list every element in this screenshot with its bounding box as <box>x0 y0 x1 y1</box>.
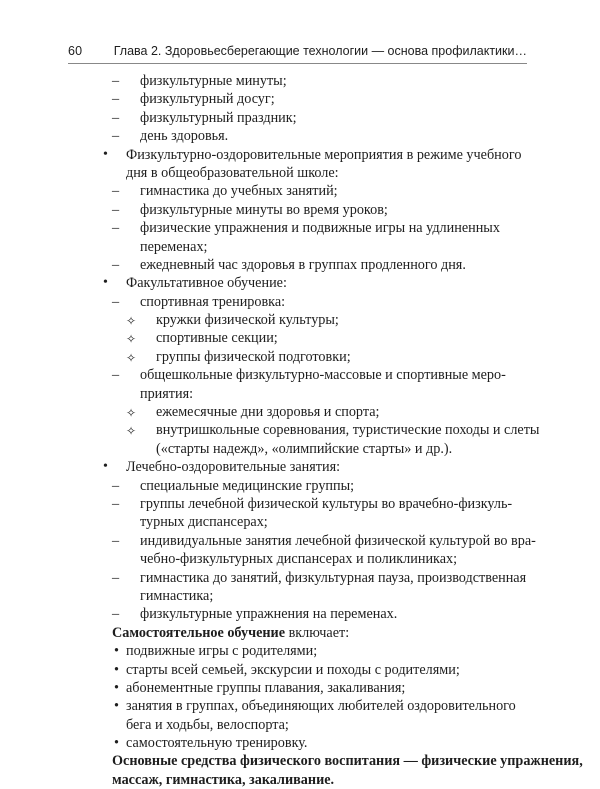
line-text: физкультурные упражнения на переменах. <box>140 606 398 623</box>
diamond-marker: ✧ <box>126 314 137 329</box>
line-text: занятия в группах, объединяющих любителей оздоровительного <box>126 698 516 715</box>
line-text: специальные медицинские группы; <box>140 477 355 494</box>
diamond-marker: ✧ <box>126 424 137 439</box>
line-text: ежедневный час здоровья в группах продленного дня. <box>140 256 466 273</box>
line-text: день здоровья. <box>140 128 229 145</box>
bullet-item <box>112 679 520 697</box>
list-item <box>112 201 520 219</box>
line-text: гимнастика до учебных занятий; <box>140 183 338 200</box>
list-item <box>112 605 520 623</box>
line-text: ежемесячные дни здоровья и спорта; <box>156 404 380 421</box>
dash-marker: – <box>112 109 120 126</box>
line-text: спортивные секции; <box>156 330 278 347</box>
line-text: физические упражнения и подвижные игры на удлиненных <box>140 220 500 237</box>
bullet-marker: • <box>103 275 108 291</box>
sub-list-item <box>112 421 540 439</box>
list-item <box>112 256 520 274</box>
line-text: подвижные игры с родителями; <box>126 643 318 660</box>
continuation-line <box>112 164 520 182</box>
list-item <box>112 109 520 127</box>
sub-list-item <box>112 311 520 329</box>
continuation-line <box>112 716 520 734</box>
lead-bold: Самостоятельное обучение <box>112 624 286 641</box>
line-text: кружки физической культуры; <box>156 312 339 329</box>
continuation-line <box>112 440 520 458</box>
line-text: турных диспансерах; <box>140 514 268 531</box>
bullet-item <box>103 146 522 164</box>
closing-bold: массаж, гимнастика, закаливание. <box>112 771 335 788</box>
header-rule <box>68 63 527 64</box>
bullet-item <box>112 642 520 660</box>
bullet-item <box>103 274 520 292</box>
dash-marker: – <box>112 367 120 384</box>
list-item <box>112 72 520 90</box>
dash-marker: – <box>112 73 120 89</box>
running-header: Глава 2. Здоровьесберегающие технологии — основа профилактики… <box>113 44 527 58</box>
list-item <box>112 477 520 495</box>
line-text: включает: <box>285 624 350 641</box>
line-text: индивидуальные занятия лечебной физической культурой во вра- <box>140 532 536 549</box>
closing-statement <box>112 752 583 770</box>
bullet-marker: • <box>103 146 108 162</box>
bullet-marker: • <box>114 735 119 752</box>
bullet-marker: • <box>114 661 119 678</box>
bullet-marker: • <box>103 459 108 475</box>
dash-marker: – <box>112 91 120 108</box>
line-text: физкультурный праздник; <box>140 109 297 126</box>
dash-marker: – <box>112 201 120 218</box>
sub-list-item <box>112 403 520 421</box>
dash-marker: – <box>112 532 120 549</box>
line-text: физкультурные минуты; <box>140 73 287 89</box>
line-text: приятия: <box>140 385 194 402</box>
continuation-line <box>112 238 520 256</box>
list-item <box>112 127 520 145</box>
diamond-marker: ✧ <box>126 332 137 347</box>
dash-marker: – <box>112 256 120 273</box>
dash-marker: – <box>112 569 120 586</box>
list-item <box>112 293 520 311</box>
diamond-marker: ✧ <box>126 406 137 421</box>
list-item <box>112 532 536 550</box>
list-item <box>112 182 520 200</box>
line-text: («старты надежд», «олимпийские старты» и др.). <box>156 440 453 457</box>
list-item <box>112 569 527 587</box>
line-text: физкультурные минуты во время уроков; <box>140 201 388 218</box>
list-item <box>112 90 520 108</box>
line-text: старты всей семьей, экскурсии и походы с родителями; <box>126 661 460 678</box>
bullet-item <box>112 697 520 715</box>
dash-marker: – <box>112 606 120 623</box>
dash-marker: – <box>112 183 120 200</box>
line-text: общешкольные физкультурно-массовые и спортивные меро- <box>140 367 506 384</box>
line-text: гимнастика до занятий, физкультурная пауза, производственная <box>140 569 527 586</box>
continuation-line <box>112 587 520 605</box>
list-item <box>112 495 520 513</box>
bullet-marker: • <box>114 643 119 660</box>
bullet-item <box>112 661 520 679</box>
list-item <box>112 219 520 237</box>
line-text: абонементные группы плавания, закаливания; <box>126 679 406 696</box>
line-text: группы физической подготовки; <box>156 348 351 365</box>
diamond-marker: ✧ <box>126 350 137 365</box>
line-text: группы лечебной физической культуры во врачебно-физкуль- <box>140 495 513 512</box>
line-text: спортивная тренировка: <box>140 293 286 310</box>
line-text: физкультурный досуг; <box>140 91 275 108</box>
closing-bold: Основные средства физического воспитания — физические упражнения, <box>112 753 583 770</box>
line-text: Факультативное обучение: <box>126 275 287 292</box>
line-text: внутришкольные соревнования, туристические походы и слеты <box>156 422 540 439</box>
dash-marker: – <box>112 477 120 494</box>
dash-marker: – <box>112 128 120 145</box>
continuation-line <box>112 513 520 531</box>
closing-statement <box>112 771 520 789</box>
line-text: гимнастика; <box>140 587 214 604</box>
continuation-line <box>112 385 520 403</box>
dash-marker: – <box>112 293 120 310</box>
line-text: самостоятельную тренировку. <box>126 735 308 752</box>
line-text: переменах; <box>140 238 208 255</box>
line-text: чебно-физкультурных диспансерах и поликлиниках; <box>140 551 458 568</box>
dash-marker: – <box>112 220 120 237</box>
line-text: Физкультурно-оздоровительные мероприятия в режиме учебного <box>126 146 522 163</box>
dash-marker: – <box>112 495 120 512</box>
body-text <box>103 72 583 789</box>
bullet-marker: • <box>114 679 119 696</box>
section-lead <box>112 624 520 642</box>
line-text: Лечебно-оздоровительные занятия: <box>126 459 341 476</box>
line-text: дня в общеобразовательной школе: <box>126 164 339 181</box>
line-text: бега и ходьбы, велоспорта; <box>126 716 289 733</box>
bullet-item <box>103 458 520 476</box>
bullet-marker: • <box>114 698 119 715</box>
sub-list-item <box>112 348 520 366</box>
continuation-line <box>112 550 520 568</box>
sub-list-item <box>112 329 520 347</box>
page-number: 60 <box>68 44 83 58</box>
list-item <box>112 366 520 384</box>
